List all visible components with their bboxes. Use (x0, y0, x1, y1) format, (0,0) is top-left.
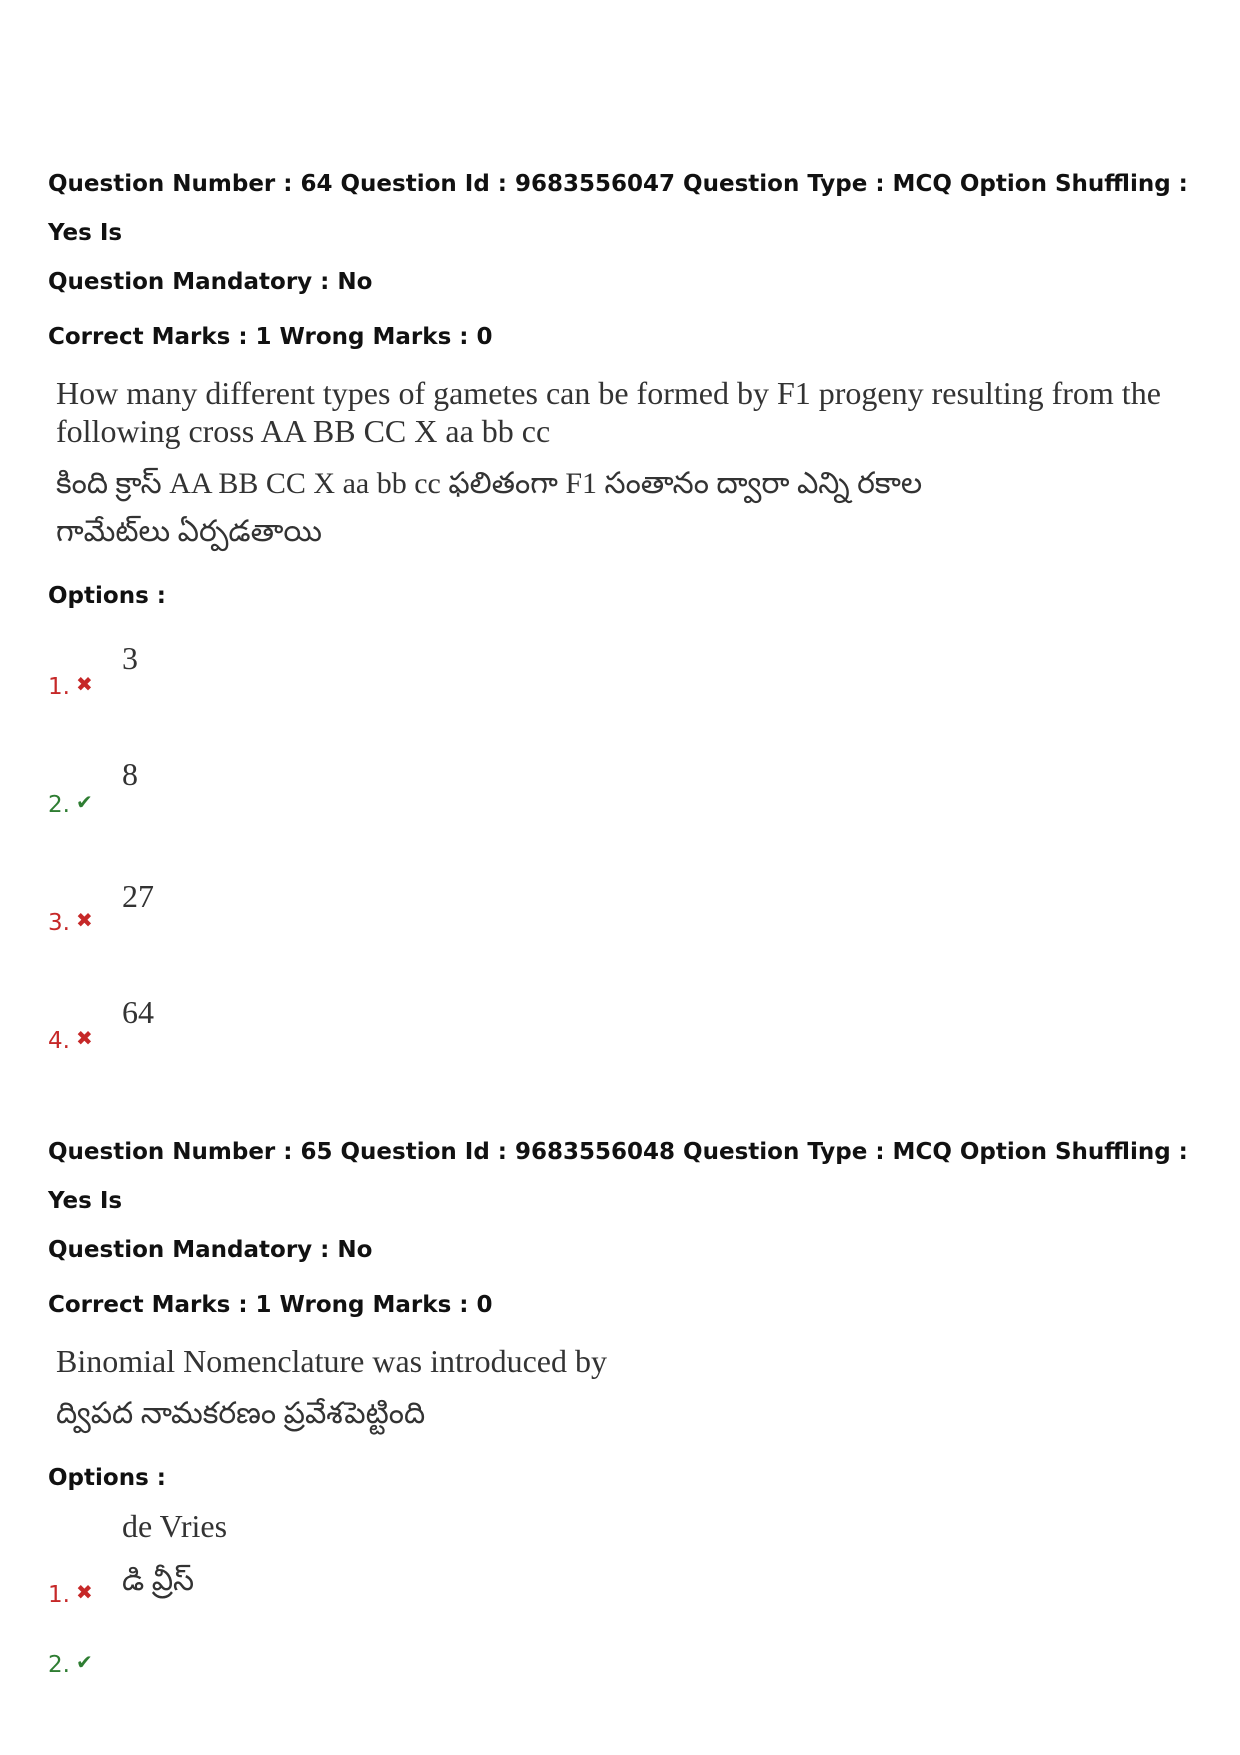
option-value-telugu: డి వ్రీస్ (122, 1564, 195, 1597)
stem-te-line-1: కింది క్రాస్ AA BB CC X aa bb cc ఫలితంగా F1 సంతానం ద్వారా ఎన్ని రకాల (56, 467, 923, 500)
stem-line-1: Binomial Nomenclature was introduced by (56, 1343, 607, 1379)
option-4 (48, 970, 1208, 1088)
option-value: 27 (122, 878, 154, 914)
question-stem-telugu (48, 460, 1208, 556)
option-value: 64 (122, 994, 154, 1030)
question-header: Question Number : 64 Question Id : 9683556047 Question Type : MCQ Option Shuffling : Yes Is (48, 171, 1188, 246)
option-value-english: de Vries (122, 1508, 228, 1544)
question-mandatory: Question Mandatory : No (48, 1237, 373, 1263)
options-label: Options : (48, 583, 166, 609)
option-number: 3. (48, 910, 70, 936)
stem-te-line-1: ద్విపద నామకరణం ప్రవేశపెట్టింది (56, 1397, 426, 1430)
stem-line-2: following cross AA BB CC X aa bb cc (56, 413, 551, 449)
options-label: Options : (48, 1465, 166, 1491)
question-header: Question Number : 65 Question Id : 9683556048 Question Type : MCQ Option Shuffling : Yes Is (48, 1139, 1188, 1214)
wrong-icon: ✖ (76, 672, 93, 696)
question-stem-telugu (48, 1390, 1208, 1438)
question-mandatory: Question Mandatory : No (48, 269, 373, 295)
option-number: 2. (48, 792, 70, 818)
option-number: 1. (48, 1582, 70, 1608)
wrong-icon: ✖ (76, 1026, 93, 1050)
question-marks: Correct Marks : 1 Wrong Marks : 0 (48, 1292, 493, 1318)
check-icon: ✔ (76, 790, 93, 814)
option-value: 8 (122, 756, 138, 792)
option-number: 1. (48, 674, 70, 700)
option-value: 3 (122, 640, 138, 676)
wrong-icon: ✖ (76, 908, 93, 932)
option-1 (48, 1498, 1208, 1610)
stem-te-line-2: గామేట్‌లు ఏర్పడతాయి (56, 515, 322, 548)
option-number: 4. (48, 1028, 70, 1054)
question-stem-english (48, 1342, 1208, 1380)
wrong-icon: ✖ (76, 1580, 93, 1604)
question-65 (48, 1128, 1208, 1690)
option-1 (48, 616, 1208, 734)
option-number: 2. (48, 1652, 70, 1678)
question-64 (48, 160, 1208, 1088)
option-3 (48, 852, 1208, 970)
check-icon: ✔ (76, 1650, 93, 1674)
option-2 (48, 1610, 1208, 1690)
stem-line-1: How many different types of gametes can be formed by F1 progeny resulting from the (56, 375, 1161, 411)
option-2 (48, 734, 1208, 852)
question-stem-english (48, 374, 1208, 450)
question-marks: Correct Marks : 1 Wrong Marks : 0 (48, 324, 493, 350)
